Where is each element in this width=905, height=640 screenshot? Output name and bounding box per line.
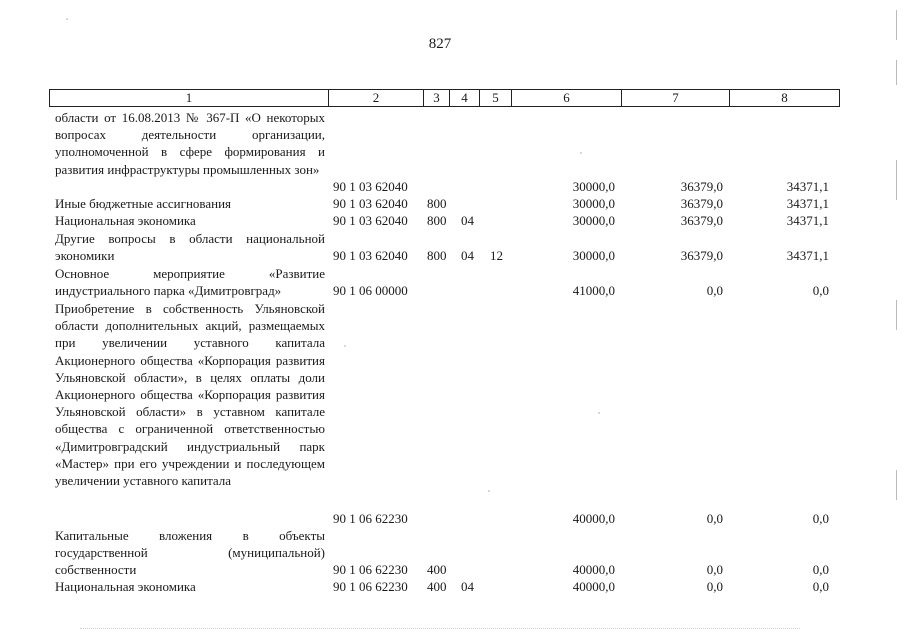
table-row [0, 527, 905, 578]
scan-edge-mark [896, 470, 897, 500]
header-col-7: 7 [622, 90, 730, 106]
scan-speck [598, 412, 600, 414]
page-number: 827 [428, 36, 452, 52]
amount-col-7: 36379,0 [680, 212, 723, 228]
amount-col-7: 36379,0 [680, 195, 723, 211]
row-description: Национальная экономика [55, 579, 196, 594]
header-col-3: 3 [424, 90, 450, 106]
header-col-4: 4 [450, 90, 480, 106]
table-row [0, 195, 905, 212]
program-code: 90 1 06 62230 [333, 578, 408, 594]
amount-col-6: 41000,0 [572, 282, 615, 298]
row-description: Приобретение в собственность Ульяновской области дополнительных акций, размещаемых при увеличении уставного капитала Акционерного общества «Корпорация развития Ульяновской области», в целях оплаты доли Акционерного общества «Корпорация развития Ульяновской области» в уставном капитале общества с ограниченной ответственностью «Димитровградский индустриальный парк «Мастер» при его учреждении и последующем увеличении уставного капитала [55, 301, 325, 489]
scan-edge-mark [896, 300, 897, 330]
scan-speck [344, 345, 346, 347]
scan-edge-mark [896, 60, 897, 85]
section-code: 04 [461, 578, 474, 594]
table-row [0, 212, 905, 229]
program-code: 90 1 06 62230 [333, 561, 408, 577]
scan-edge-mark [896, 160, 897, 200]
amount-col-8: 0,0 [812, 578, 829, 594]
scan-bottom-noise [80, 628, 800, 630]
table-row [0, 109, 905, 195]
amount-col-6: 30000,0 [572, 212, 615, 228]
row-description: области от 16.08.2013 № 367-П «О некоторых вопросах деятельности организации, уполномоченной в сфере формирования и развития инфраструктуры промышленных зон» [55, 110, 325, 177]
table-row [0, 300, 905, 527]
amount-col-6: 40000,0 [572, 561, 615, 577]
program-code: 90 1 03 62040 [333, 178, 408, 194]
row-description: Иные бюджетные ассигнования [55, 196, 232, 211]
header-col-8: 8 [781, 90, 788, 105]
scan-speck [488, 490, 490, 492]
amount-col-8: 0,0 [812, 561, 829, 577]
header-col-1: 1 [50, 90, 329, 106]
expense-type: 800 [427, 247, 447, 263]
table-row [0, 230, 905, 264]
amount-col-7: 0,0 [706, 282, 723, 298]
amount-col-8: 34371,1 [786, 195, 829, 211]
amount-col-6: 30000,0 [572, 195, 615, 211]
section-code: 04 [461, 247, 474, 263]
header-col-6: 6 [512, 90, 622, 106]
table-row [0, 578, 905, 595]
amount-col-6: 40000,0 [572, 578, 615, 594]
amount-col-8: 34371,1 [786, 212, 829, 228]
header-col-5: 5 [480, 90, 512, 106]
row-description: Национальная экономика [55, 213, 196, 228]
amount-col-6: 30000,0 [572, 178, 615, 194]
expense-type: 800 [427, 212, 447, 228]
expense-type: 400 [427, 561, 447, 577]
row-description: Основное мероприятие «Развитие индустриального парка «Димитровград» [55, 266, 325, 299]
program-code: 90 1 03 62040 [333, 195, 408, 211]
section-code: 04 [461, 212, 474, 228]
amount-col-8: 34371,1 [786, 178, 829, 194]
scan-speck [580, 152, 582, 154]
amount-col-7: 36379,0 [680, 247, 723, 263]
table-row [0, 265, 905, 299]
scan-edge-mark [896, 10, 897, 40]
program-code: 90 1 03 62040 [333, 247, 408, 263]
amount-col-7: 0,0 [706, 578, 723, 594]
amount-col-6: 30000,0 [572, 247, 615, 263]
scan-speck [66, 18, 68, 20]
header-col-2: 2 [329, 90, 424, 106]
program-code: 90 1 03 62040 [333, 212, 408, 228]
amount-col-8: 0,0 [812, 282, 829, 298]
table-header [49, 89, 840, 107]
program-code: 90 1 06 00000 [333, 282, 408, 298]
amount-col-7: 36379,0 [680, 178, 723, 194]
amount-col-8: 34371,1 [786, 247, 829, 263]
expense-type: 400 [427, 578, 447, 594]
row-description: Другие вопросы в области национальной экономики [55, 231, 325, 264]
row-description: Капитальные вложения в объекты государственной (муниципальной) собственности [55, 528, 325, 578]
amount-col-6: 40000,0 [572, 510, 615, 526]
amount-col-7: 0,0 [706, 561, 723, 577]
amount-col-7: 0,0 [706, 510, 723, 526]
amount-col-8: 0,0 [812, 510, 829, 526]
subsection-code: 12 [490, 247, 503, 263]
expense-type: 800 [427, 195, 447, 211]
program-code: 90 1 06 62230 [333, 510, 408, 526]
